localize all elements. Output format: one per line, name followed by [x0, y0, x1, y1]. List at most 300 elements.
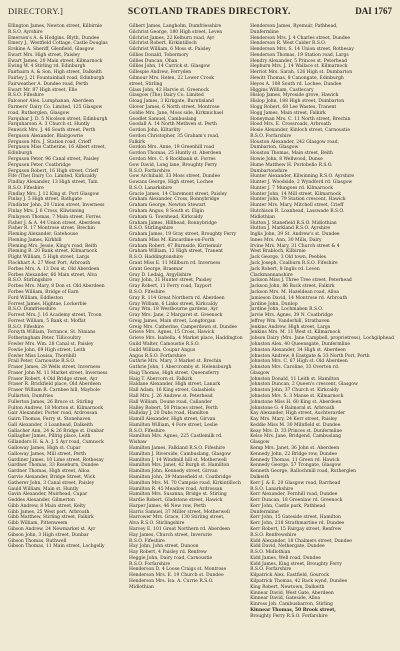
directory-entry: Jenkins Mrs. M. 11 West st. Kilmarnock	[250, 330, 341, 336]
directory-entry: Guthrie Mrs. Mary, 3 Market st. Brechin	[129, 359, 222, 365]
directory-entry: Kerr John, Castle park, Pathhead	[250, 503, 326, 509]
directory-entry: R.S.O. Renfrewshire	[250, 532, 297, 538]
directory-entry: Jenkins Andrew, High street, Largs	[250, 324, 331, 330]
directory-entry: Hall William, Doune road, Callander	[129, 399, 212, 405]
directory-entry: Hutton J. Markland R.S.O. Ayrshire	[250, 226, 331, 232]
directory-entry: Fenwick Mrs. J. 46 South street, Perth	[8, 128, 96, 134]
directory-entry: Kerr Alexander, Fernhill road, Dundee	[250, 492, 338, 498]
directory-entry: Kerr Duncan, 18 Greenlaw rd. Greenock	[250, 498, 343, 504]
directory-entry: Johnston Donald, 11 Leith st. Hamilton	[250, 376, 340, 382]
directory-entry: Kidd David, Nethergate, Dundee	[250, 544, 325, 550]
directory-entry: Hamilton Mrs. Janet, 42 Burgh st. Hamilton	[129, 463, 230, 469]
directory-entry: Gibb James, 25 West port, Arbroath	[8, 509, 90, 515]
directory-entry: Henderson Mrs. Isa. A. Currie R.S.O.	[129, 579, 214, 584]
directory-column-3	[250, 24, 394, 648]
directory-entry: Grant Miss E. 11 Millburn rd. Inverness	[129, 261, 221, 267]
directory-entry: Fairweather A. Dundee road, Perth	[8, 81, 89, 87]
directory-entry: Gibson Andrew, 24 Newmarket st. Ayr	[8, 526, 96, 532]
directory-entry: Howie John, 8 Wellwood, Dunse	[250, 156, 323, 162]
directory-entry: Hislop John, 188 High street, Dumbarton	[250, 99, 345, 105]
directory-entry: Farquhar J. D. 5 Nicolson street, Edinburgh	[8, 116, 108, 122]
directory-entry: Gowans George, High street, Lochee	[129, 180, 214, 186]
directory-entry: Gow David, Long lane, Broughty Ferry	[129, 162, 218, 168]
directory-entry: Jack George, 3 Old town, Peebles	[250, 255, 327, 261]
directory-entry: Gray Robert, 11 Ferry road, Tayport	[129, 284, 212, 290]
directory-entry: Kerr John, 15 Gateside street, Hamilton	[250, 515, 341, 521]
directory-entry: R.S.O. Stirlingshire	[129, 226, 174, 232]
directory-entry: Graham G. Townhead, Kirkcaldy	[129, 214, 203, 220]
directory-entry: Garvie Alexander, Bridge Street, Wick	[8, 474, 96, 480]
directory-entry: Galloway James, High st. Cupar	[8, 446, 81, 452]
directory-entry: Ferguson Mrs. J. Station road, Crieff	[8, 139, 92, 145]
directory-entry: Hamilton Mrs. Susanna, Bridge st. Stirling	[129, 492, 227, 498]
directory-entry: Jardine John, Dunlop	[250, 301, 298, 307]
directory-entry: Fraser Robert, 4 Old Bridge street, Ayr	[8, 376, 98, 382]
directory-entry: Ewing W. 4 Stirling rd. Edinburgh	[8, 64, 86, 70]
directory-entry: West Brabloch, Kilbirnie	[250, 249, 306, 255]
directory-entry: Gilmour Mrs. Helen, 22 Lower Crook	[129, 76, 215, 82]
directory-entry: Gilchrist George, 180 High street, Leven	[129, 29, 223, 35]
directory-entry: Hendry Alexander, 5 Princes st. Peterhead	[250, 58, 348, 64]
directory-entry: Fisher R. 17 Montrose street, Brechin	[8, 226, 95, 232]
directory-entry: Ferguson Robert, 16 High street, Crieff	[8, 168, 99, 174]
directory-entry: Kinross Joh. Cambusbarron, Stirling	[250, 602, 333, 608]
directory-entry: Hamilton R. 45 Meadow road, Ardrossan	[129, 486, 223, 492]
directory-entry: Hood Mrs. E. Crossroads, Arbroath	[250, 122, 331, 128]
directory-entry: Halley Robert, 50 Princes street, Perth	[129, 405, 218, 411]
directory-entry: Gibb William, Pittenweem	[8, 521, 68, 527]
directory-entry: Finlay Mrs. J. 6 Cross, Kilwinning	[8, 209, 85, 214]
directory-entry: Ewart Mr. 87 High street, Elie	[8, 87, 78, 93]
directory-entry: Kennedy Thomas, 11 Green rd. Hawick	[250, 457, 340, 463]
directory-entry: Hamilton James, Falkland R.S.O. Fifeshire	[129, 446, 226, 452]
directory-entry: R.S.O. Fifeshire	[8, 324, 44, 330]
directory-entry: street, Stirling	[129, 81, 163, 87]
directory-entry: Gair Alexander, Porter road, Ardrossan	[8, 411, 98, 417]
directory-entry: R.S.O. Lanarkshire	[250, 486, 294, 492]
directory-entry: Gardner Thomas, High street, Alloa	[8, 469, 90, 475]
directory-entry: Innes Mrs. Ann, 30 Mills, Dalry	[250, 237, 322, 243]
directory-entry: Finlay J. 5 High street, Bathgate	[8, 197, 82, 203]
directory-entry: Hall Mrs. J. 26 Andrew st. Peterhead	[129, 394, 213, 399]
directory-entry: Broughty Ferry R.S.O. Forfarshire	[250, 613, 328, 619]
directory-entry: Falkirk	[129, 139, 146, 145]
directory-entry: Gibb Matthew, Stirling street, Falkirk	[8, 515, 94, 521]
directory-entry: Gilchrist Robert, Kirkintilloch	[129, 41, 197, 47]
directory-entry: Kemp Mrs. Janet, 36 John st. Aberdeen	[250, 446, 340, 452]
directory-entry: Greig Mrs. Catherine, Camperdown st. Dundee	[129, 324, 238, 330]
directory-entry: Fairbairn A. & Son, High street, Dalkeith	[8, 70, 102, 76]
directory-entry: Galloway James, Mill street, Perth	[8, 451, 86, 457]
directory-entry: Fulton Andrew, 18 Morton st. Kilmarnock	[8, 405, 103, 411]
directory-entry: Gillies Donald, Tobermory	[129, 52, 189, 58]
directory-entry: Fowler Miss Louisa, Thornhill	[8, 353, 76, 359]
directory-entry: Edinburgh	[8, 151, 33, 157]
directory-entry: Forrest James, Hightae, Lockerbie	[8, 301, 87, 307]
directory-entry: Fleming James, Kirkhill	[8, 237, 62, 243]
directory-entry: Heyes A. 108 South rd. Lochee, Dundee	[250, 81, 342, 87]
directory-entry: Haldane Alexander, High street, Lanark	[129, 382, 221, 388]
directory-entry: Forbes Alexander, 66 Main street, Alva	[8, 272, 97, 278]
directory-entry: R.S.O. Forfarshire	[129, 168, 171, 174]
directory-entry: Harris Samuel, 37 Miller street, Motherwell	[129, 509, 230, 515]
directory-entry: Hepburn Mrs. J. 14 Wallace st. Kilmarnock	[250, 64, 348, 70]
directory-entry: R.S.O. Stirlingshire	[8, 278, 53, 284]
directory-entry: Jack Robert, 8 Inglis rd. Leven	[250, 266, 320, 272]
page-header	[8, 6, 392, 22]
directory-entry: Graham George, Newton Stewart	[129, 203, 206, 209]
directory-entry: Jackson Miss J. Three Tree street, Peterhead	[250, 278, 352, 284]
directory-entry: R.S.O. Forfarshire	[250, 133, 292, 139]
directory-entry: Gordon John, Kiltarlity	[129, 128, 181, 134]
directory-entry: Hume Matthew H. Portobello R.S.O.	[250, 162, 333, 168]
directory-entry: R.S.O. Dumfriesshire	[8, 307, 56, 313]
directory-entry: Johnston Alexander, 34 High st. Aberdeen	[250, 347, 346, 353]
directory-entry: Geddes Alexander, Gilmerton	[8, 498, 75, 504]
directory-entry: Johnstone Miss H. 60 King st. Aberdeen	[250, 399, 342, 405]
directory-entry: Forbes Mrs. Mary, 8 Don st. Old Aberdeen	[8, 284, 105, 290]
directory-entry: Graham William, 12 High street, Tranent	[129, 249, 223, 255]
directory-entry: Kidd James, King street, Broughty Ferry	[250, 561, 342, 567]
directory-entry: Gauld William, Main st. Huntly	[8, 486, 79, 492]
directory-entry: Hogg James, Main street, Falkirk	[250, 110, 326, 116]
directory-entry: Alva R.S.O. Stirlingshire	[129, 521, 185, 527]
directory-entry: Erskine A. Sheriff, Glenfield, Glasgow	[8, 47, 95, 53]
directory-entry: R.S.O. Ayrshire	[8, 29, 43, 35]
directory-entry: Henderson James, Ryemuir, Pathhead,	[250, 24, 338, 29]
directory-entry: Fleming Mrs. Jessie, King's road, Beith	[8, 243, 98, 249]
directory-entry: Gray D. Ledaig, Argyllshire	[129, 272, 192, 278]
directory-entry: Gray William, 6 Links street, Kirkcaldy	[129, 301, 218, 307]
directory-entry: Ferguson Alexander, Blairgowrie	[8, 133, 84, 139]
directory-entry: Flight William, 5 High street, Largs	[8, 255, 90, 261]
directory-entry: Johnstone G. 4 Balmoral st. Arbroath	[250, 405, 335, 411]
directory-entry: Gardner Thomas, 33 Roseburn, Dundee	[8, 463, 99, 469]
directory-entry: Henderson Mrs. S. 14 Union street, Rothesay	[250, 47, 354, 53]
directory-entry: Johnston Andrew, 8 Eastgate & 33 North Port, Perth	[250, 353, 370, 359]
directory-entry: Fairley J. 21 Fountainhall road, Edinburgh	[8, 76, 105, 82]
directory-entry: Jackson Mrs. M. Hazeldean road, Alloa	[250, 289, 339, 295]
page-number: DAI 1767	[355, 6, 392, 16]
directory-entry: Hamilton Mrs. Agnes, 225 Castlemilk rd.	[129, 434, 223, 440]
directory-entry: R.S.O. Haddingtonshire	[129, 255, 183, 261]
directory-entry: Forrest Mrs. J. 16 Academy street, Troon	[8, 313, 102, 319]
directory-entry: Houston Alexander, 242 Glasgow road,	[250, 139, 340, 145]
directory-entry: Ewart Mrs. High street, Paisley	[8, 52, 80, 58]
directory-entry: Hislop James, Myreside grove, Hawick	[250, 93, 339, 99]
directory-entry: R.S.O. Fifeshire	[8, 185, 44, 191]
directory-entry: Fowlie John, 69 High street, Leith	[8, 347, 86, 353]
directory-entry: Heggie John, Dairy road, Carnoustie	[129, 555, 213, 561]
directory-entry: Kidd Alexander, 18 Chalmers street, Dundee	[250, 538, 352, 544]
directory-entry: Hunter J. 7 Mungoes rd. Kilmarnock	[250, 185, 333, 191]
directory-columns	[8, 24, 394, 648]
directory-entry: Ellington James, Newton street, Kilbirnie	[8, 24, 103, 29]
directory-entry: Gordon Christopher, 35 Graham's road,	[129, 133, 220, 139]
directory-entry: Grieve Mrs. Agnes, 15 Cross, Hawick	[129, 330, 215, 336]
directory-entry: Wishaw	[129, 440, 147, 446]
directory-entry: Gillanders H. & A. J. 5 Ayr road, Cumnock	[8, 440, 104, 446]
directory-entry: Graham James, Hillhead, Bonnybridge	[129, 220, 217, 226]
directory-entry: Hay James, Church street, Inverurie	[129, 532, 212, 538]
directory-entry: Kelso Mrs. Jane, Bridgend, Cambuslang	[250, 434, 342, 440]
directory-entry: Hunter John, 79 Station crescent, Hawick	[250, 197, 346, 203]
directory-entry: Fowler Mrs. Wm. 28 Canal st. Paisley	[8, 341, 94, 347]
directory-entry: Jamieson David, 14 Montrose rd. Arbroath	[250, 295, 348, 301]
directory-entry: Gracie James, 14 Claremont street, Paisley	[129, 191, 227, 197]
directory-entry: Gordon Thomas, 25 Huntly st. Aberdeen	[129, 151, 222, 157]
directory-entry: Graham Angus, 8 South st. Elgin	[129, 209, 204, 214]
directory-entry: Kerr John, 218 Strathmartine rd. Dundee	[250, 521, 345, 527]
directory-entry: Hutton J. Stanefield R.S.O. Midlothian	[250, 220, 337, 226]
directory-entry: Grieve Mrs. Isabella, 4 Market place, Haddington	[129, 336, 243, 342]
directory-entry: Guthrie John, 1 Abercromby st. Helensburgh	[129, 365, 232, 371]
directory-entry: Gibson Thomas, Ruthwell	[8, 538, 67, 544]
directory-entry: Dumbartonshire	[250, 168, 288, 174]
directory-entry: Greig James, Main street, Longforgan	[129, 318, 216, 324]
directory-entry: Gardiner James, 10 Lime street, Rothesay	[8, 457, 104, 463]
directory-entry: Findlater John, 20 Union street, Inverness	[8, 203, 105, 209]
directory-entry: Hamilton John, 39 Mansefield st. Coatbridge	[129, 474, 232, 480]
directory-entry: Graham Robert, 47 Burnside, Kirriemuir	[129, 243, 222, 249]
directory-entry: Johnston Duncan, 2 Queen's crescent, Glasgow	[250, 382, 358, 388]
directory-entry: Forbes William, Bridge of Earn	[8, 289, 79, 295]
directory-entry: Fraser James, 28 Wells street, Inverness	[8, 365, 101, 371]
directory-entry: Midlothian	[129, 584, 154, 590]
directory-entry: Fullarton, Dumfries	[8, 394, 54, 399]
directory-entry: Hamilton Mrs. M. 70 Campsie road, Kirkintilloch	[129, 480, 241, 486]
directory-entry: Graham James, 19 Gray street, Broughty Ferry	[129, 232, 237, 238]
directory-entry: Gibson John, 3 High street, Dunbar	[8, 532, 89, 538]
directory-entry: Gray R. 114 Great Northern rd. Aberdeen	[129, 295, 225, 301]
directory-entry: Emerson's A. & Hodgins. Blyth, Dundee	[8, 35, 100, 41]
directory-entry: Grant George, Braemar	[129, 266, 184, 272]
directory-entry: Dumbarton, Glasgow	[250, 145, 299, 151]
directory-entry: Goodall A. 14 North Methven st. Perth	[129, 122, 217, 128]
directory-column-1	[8, 24, 124, 648]
directory-entry: Dunfermline	[250, 509, 279, 515]
directory-entry: Harrower Mrs. Grace, 130 Stirling street,	[129, 515, 225, 521]
directory-entry: Hardie Robert, Gladstone street, Hawick	[129, 498, 223, 504]
directory-entry: Fraser John M. 11 Market street, Inverness	[8, 370, 108, 376]
directory-entry: R.S.O. Fifeshire	[129, 289, 165, 295]
directory-entry: Glass John, 42 Harvie st. Greenock	[129, 87, 209, 93]
directory-entry: Fife (The) Dairy Co. Limited, Kirkcaldy	[8, 174, 97, 180]
directory-entry: Gallacher Ann, 24 & 26 Bridge st. Dunbar	[8, 428, 105, 434]
directory-entry: Kenneth George, Ballochmill road, Rutherglen	[250, 469, 357, 475]
directory-entry: Henderson D. 4 Loose Craigs st. Montrose	[129, 567, 227, 573]
directory-entry: Hamill Alexander, High street, Girvan	[129, 417, 216, 423]
directory-entry: Jack Joseph, Coalburn R.S.O. Fifeshire	[250, 261, 338, 267]
directory-entry: Graham Alexander, Cross, Bonnybridge	[129, 197, 220, 203]
directory-entry: Fotheringham Peter, Tillicoultry	[8, 336, 81, 342]
directory-entry: Hay John, John street, Dunoon	[129, 544, 199, 550]
directory-entry: R.S.O. Fifeshire	[129, 428, 165, 434]
directory-entry: Hamilton J. Riverside, Cambuslang, Glasgow	[129, 451, 231, 457]
directory-entry: Fleming Alexander, Gatehouse	[8, 232, 78, 238]
directory-entry: R.S.O. Forfarshire	[129, 561, 171, 567]
directory-entry: Finlayson Thomas, 7 Main street, Forres	[8, 214, 101, 220]
directory-entry: Gairn Thomas, Ferry st. Stonehaven	[8, 417, 91, 423]
directory-entry: Hamilton J. 14 Windmill hill st. Motherwell	[129, 457, 227, 463]
directory-entry: Ford William, Eddleston	[8, 295, 64, 301]
directory-entry: Irvine Mrs. Mary, 31 Church street & 4	[250, 243, 340, 249]
directory-entry: Findlay Alexander, 13 High street, Tain	[8, 180, 98, 186]
directory-entry: Jackson John, 86 Buck street, Falkirk	[250, 284, 335, 290]
directory-entry: Gatherer John, 3 Canal street, Paisley	[8, 480, 95, 486]
directory-entry: Findlay Mrs. J. 12 King st. Port Glasgow	[8, 191, 100, 197]
directory-entry: Halliday J. 20 Dubs road, Hamilton	[129, 411, 209, 417]
directory-entry: Keay Mrs. D. 33 Princes st. Dunfermline	[250, 428, 343, 434]
directory-entry: Hewitt Thomas, 8 Canongate, Edinburgh	[250, 76, 344, 82]
directory-entry: Haig T. Abercorn st. Falkirk	[129, 376, 193, 382]
directory-entry: R.S.O. Fifeshire	[129, 538, 165, 544]
directory-entry: Ferguson Miss Catherine, 16 Albert street,	[8, 145, 107, 151]
directory-entry: Hamilton William, 4 Fore street, Leslie	[129, 422, 218, 428]
directory-entry: Guild Walter, Camoustie R.S.O.	[129, 341, 200, 347]
directory-entry: Dunfermline	[250, 29, 279, 35]
directory-entry: R.S.O. Lanarkshire	[129, 185, 173, 191]
directory-entry: Kennedy John, 22 Bridge row, Dundee	[250, 451, 338, 457]
directory-entry: Fraser William R. Carnbee hill, Maybole	[8, 388, 100, 394]
directory-entry: Hunter Mrs. Mary, Mitchell street, Crieff	[250, 203, 344, 209]
directory-entry: Frail Peter, Carnoustie R.S.O.	[8, 359, 76, 365]
directory-entry: Glover James, 6 North street, Montrose	[129, 104, 220, 110]
directory-entry: Gillies John, 14 Carrick st. Glasgow	[129, 64, 211, 70]
directory-entry: Gordon Mrs. Anne, 19 Greenhill road	[129, 145, 215, 151]
directory-entry: Kay Mrs. Mary, 24 Kerr street, Paisley	[250, 417, 338, 423]
directory-entry: Forbes Mrs. A. 13 Don st. Old Aberdeen	[8, 266, 100, 272]
directory-entry: R.S.O. Midlothian	[250, 550, 291, 556]
directory-entry: Higgins William, Castlecary	[250, 87, 314, 93]
directory-entry: Hunter John, 14 Mill street, Kilmarnock	[250, 191, 341, 197]
directory-entry: Kerr J. & E. 20 Glasgow road, Barrhead	[250, 480, 341, 486]
directory-entry: Kilpatrick Thomas, 42 Back wynd, Dundee	[250, 579, 348, 584]
directory-entry: Fullerton James, 26 Bruce st. Stirling	[8, 399, 94, 405]
directory-entry: R.S.O. Fifeshire	[8, 93, 44, 99]
directory-entry: Glasgow (The) Dairy Co. Limited	[129, 93, 204, 99]
directory-entry: Gloag James, 3 Kirkgate, Burntisland	[129, 99, 214, 105]
directory-entry: Kinnear Thomas, 50 Brook street,	[250, 607, 336, 613]
directory-entry: Guild William, Coupar Angus	[129, 347, 196, 353]
directory-entry: Fisher J. & A. 44 Union street, Aberdeen	[8, 220, 101, 226]
directory-entry: Johnston Mrs. S. 3 Manse st. Kilmarnock	[250, 394, 344, 399]
directory-entry: Gray John, 31 Hunter street, Paisley	[129, 278, 212, 284]
directory-column-2	[129, 24, 245, 648]
directory-entry: Henderson R. West Calder R.S.O.	[250, 41, 327, 47]
directory-entry: Angus R.S.O. Forfarshire	[129, 353, 186, 359]
directory-entry: Falconer Alex. Lumphanan, Aberdeen	[8, 99, 95, 105]
directory-entry: Farmers' Dairy Co. Limited, 125 Glasgow	[8, 104, 103, 110]
directory-entry: Ferguson Peter, Coatbridge	[8, 162, 71, 168]
directory-entry: Fraser R. Brickfield place, Old Aberdeen	[8, 382, 101, 388]
directory-entry: road, Rutherglen, Glasgow	[8, 110, 70, 116]
directory-entry: Goodlet Samuel, Cambuslang	[129, 116, 197, 122]
directory-entry: Farquharson A. 3 Church st. Huntly	[8, 122, 90, 128]
directory-entry: Henderson Mrs. E. 19 Church st. Dundee	[129, 573, 224, 579]
directory-entry: Midlothian	[250, 214, 275, 220]
directory-entry: Gibson Thomas, 11 Main street, Lochgelly	[8, 544, 105, 550]
directory-entry: Gilchrist James, 22 Kelburn road, Ayr	[129, 35, 215, 41]
directory-entry: Johnston John, 37 Church st. Kirkcaldy	[250, 388, 339, 394]
directory-entry: Gilchrist William, 6 Moss st. Paisley	[129, 47, 211, 53]
directory-entry: Ferguson Peter, 96 Canal street, Paisley	[8, 156, 100, 162]
directory-entry: King Robert, Newtown, Dalkeith	[250, 584, 325, 590]
directory-entry: Hosie Alexander, Kinloch street, Carnoustie	[250, 128, 351, 134]
directory-entry: Gillespie Andrew, Ferryden	[129, 70, 192, 76]
directory-entry: Harper James, 46 New row, Perth	[129, 503, 206, 509]
directory-entry: Herriot Mrs. Sarah, 126 High st. Dumbarton	[250, 70, 353, 76]
header-section-label: DIRECTORY.]	[8, 6, 64, 16]
directory-entry: R.S.O. Forfarshire	[250, 567, 292, 573]
directory-entry: Gallagher James, Pillrig place, Leith	[8, 434, 91, 440]
directory-entry: Emery J., Westfield Cottage, Castle Douglas	[8, 41, 108, 47]
directory-entry: Harvey E. 101 Great Northern rd. Aberdeen	[129, 526, 231, 532]
directory-entry: Johnston Mrs. C. 67 High st. Old Aberdeen	[250, 359, 348, 365]
directory-entry: Goldie Mrs. Jane, Moss side, Kirkmichael	[129, 110, 224, 116]
directory-entry: Honeyman Mrs. C. 11 North street, Brechin	[250, 116, 351, 122]
directory-entry: Gillies Duncan, Oban	[129, 58, 178, 64]
directory-entry: Flockhart A. 27 West Port, Arbroath	[8, 261, 91, 267]
directory-entry: Hutchison R. Loanhead, Lasswade R.S.O.	[250, 209, 345, 214]
directory-entry: Kennedy George, 57 Trongate, Glasgow	[250, 463, 342, 469]
directory-entry: Gordon Mrs. C. 6 Rockbank st. Forres	[129, 156, 216, 162]
directory-entry: Haig Thomas, High street, Queensferry	[129, 370, 220, 376]
directory-entry: Dalkeith	[250, 474, 270, 480]
directory-entry: Keddie Miss M. 30 Milnfield st. Dundee	[250, 422, 341, 428]
directory-entry: Gray Mrs. Jane, 2 Margaret st. Greenock	[129, 313, 223, 319]
directory-entry: Gibb Andrew, 8 Main street, Kelty	[8, 503, 86, 509]
directory-entry: Henderson Mrs. J. 4 Charles street, Dundee	[250, 35, 351, 41]
directory-entry: Jobson Dairy (Mrs. Jane Campbell, proprietress), Lochgilphead	[250, 336, 394, 342]
directory-entry: Gavin Alexander, Muirhead, Cupar	[8, 492, 88, 498]
directory-entry: Gray Wm. 18 Westbourne gardens, Ayr	[129, 307, 219, 313]
directory-entry: Hall Adam, 16 King street, Galashiels	[129, 388, 215, 394]
directory-entry: Jarvie Mrs. Agnes, 39 N. Coatbridge	[250, 313, 333, 319]
directory-entry: Gilbert James, Langholm, Dumfriesshire	[129, 24, 222, 29]
directory-entry: Hamilton John, Kennedy street, Girvan	[129, 469, 218, 475]
directory-entry: Graham Miss M. Kincardine-on-Forth	[129, 237, 215, 243]
directory-entry: Kerr Robert, 15 Fairgay street, Renfrew	[250, 526, 342, 532]
directory-entry: Ewart James, 20 Main street, Kilmarnock	[8, 58, 103, 64]
directory-entry: Hay Robert, 4 Paisley rd. Renfrew	[129, 550, 207, 556]
directory-entry: Forsyth William, Torrance, St. Ninians	[8, 330, 96, 336]
directory-entry: Johnston Mrs. Caroline, 33 Overton rd.	[250, 365, 340, 371]
directory-entry: Fleming R. 20 Bank street, Kilmarnock	[8, 249, 98, 255]
directory-entry: Henderson Thomas, 19 Station road, Largs	[250, 52, 349, 58]
directory-entry: Gall Alexander, 3 Loanhead, Dalkeith	[8, 422, 93, 428]
directory-entry: Inglis John, 39 St. Andrew's st. Dundee	[250, 232, 340, 238]
directory-entry: Kay Alexander, High street, Auchterarder	[250, 411, 346, 417]
directory-entry: Kilpatrick Alex. Eastfield, Gourock	[250, 573, 329, 579]
directory-entry: Jardine John, Lochmaben R.S.O.	[250, 307, 324, 313]
directory-entry: Hogg Robert, 68 Lee Wastes, Tranent	[250, 104, 337, 110]
directory-entry: Hunter Alexander, Kilwinning R.S.O. Ayrshire	[250, 174, 355, 180]
directory-entry: Clackmannanshire	[250, 272, 293, 278]
directory-entry: Glasgow	[250, 370, 270, 376]
directory-entry: Gow Archibald, 33 Moss street, Dundee	[129, 174, 221, 180]
directory-entry: Kinnear David, West Gate, Aberdeen	[250, 590, 334, 596]
directory-entry: Forrest William, 5 Bank st. Moffat	[8, 318, 86, 324]
page-title: SCOTLAND TRADES DIRECTORY.	[127, 7, 291, 17]
directory-entry: Glasgow	[250, 440, 270, 446]
directory-entry: Kinnear David, Gateside, Alloa	[250, 596, 321, 602]
directory-entry: Jeffrey Wm. Vanderhill, Strathaven	[250, 318, 330, 324]
directory-entry: Johnston Alex. 40 Queensgate, Dunfermline	[250, 341, 351, 347]
directory-entry: Kidd James, Well road, Dundee	[250, 555, 321, 561]
directory-entry: Houston Thomas, Main street, Beith	[250, 151, 333, 157]
directory-entry: Hunter J. Woodside, 2 Wyndford rd. Glasgow	[250, 180, 353, 186]
